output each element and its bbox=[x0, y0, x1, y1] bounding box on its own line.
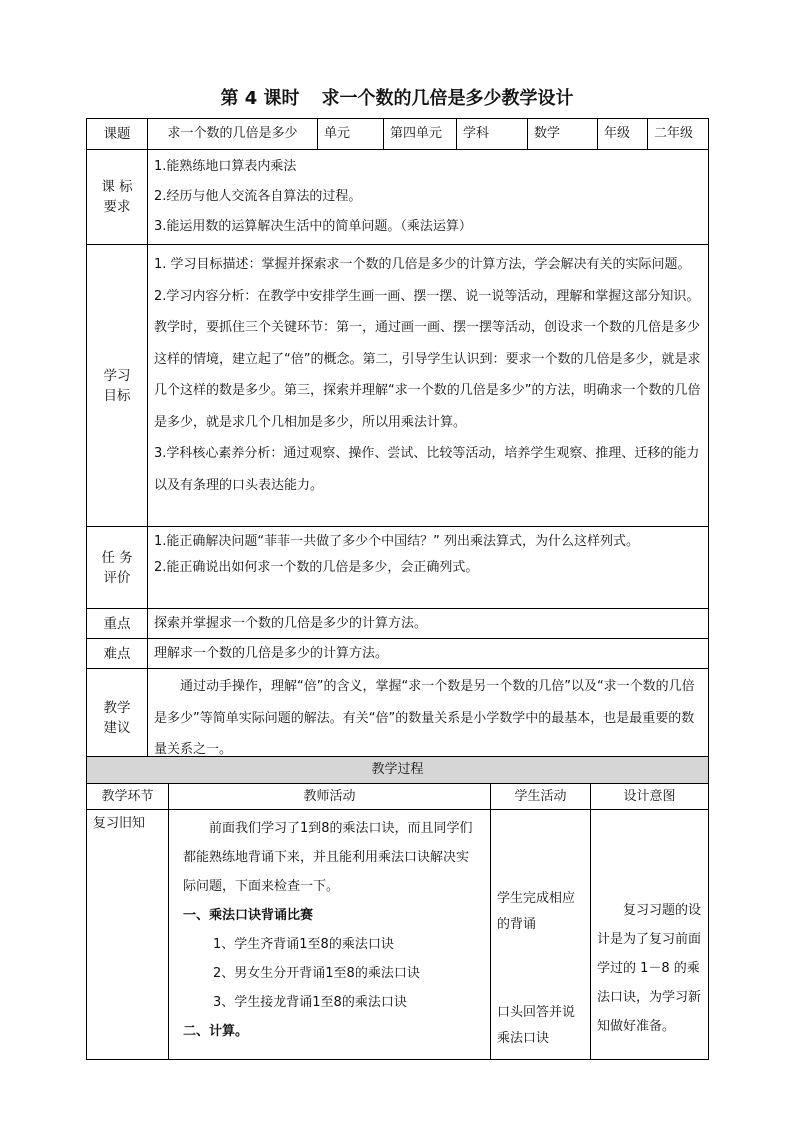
col-teacher: 教师活动 bbox=[169, 784, 491, 810]
standards-label-line1: 课 标 bbox=[101, 179, 133, 195]
suggestion-row bbox=[87, 669, 709, 769]
spacer bbox=[497, 938, 584, 1000]
student-activity-2: 口头回答并说乘法口诀 bbox=[497, 1005, 576, 1046]
student-activity-cell bbox=[491, 810, 591, 1060]
design-intent-text: 复习习题的设计是为了复习前面学过的 1－8 的乘法口诀，为学习新知做好准备。 bbox=[597, 903, 702, 1034]
topic-label: 课题 bbox=[87, 119, 148, 150]
grade-value: 二年级 bbox=[648, 119, 709, 150]
table-row bbox=[87, 810, 709, 1060]
topic-value: 求一个数的几倍是多少 bbox=[148, 119, 318, 150]
spacer bbox=[497, 814, 584, 886]
objective-description: 1. 学习目标描述：掌握并探索求一个数的几倍是多少的计算方法，学会解决有关的实际问题。 bbox=[154, 257, 691, 272]
suggestion-text: 通过动手操作，理解“倍”的含义，掌握“求一个数是另一个数的几倍”以及“求一个数的几倍是多少”等简单实际问题的解法。有关“倍”的数量关系是小学数学中的最基本，也是最重要的数量关系之一。 bbox=[148, 669, 709, 769]
standard-item: 1.能熟练地口算表内乘法 bbox=[154, 159, 297, 174]
difficulty-text: 理解求一个数的几倍是多少的计算方法。 bbox=[148, 639, 709, 669]
difficulty-label: 难点 bbox=[87, 639, 148, 669]
content-analysis: 2.学习内容分析：在教学中安排学生画一画、摆一摆、说一说等活动，理解和掌握这部分知识。教学时，要抓住三个关键环节：第一，通过画一画、摆一摆等活动，创设求一个数的几倍是多少这样的情境，建立起了“倍”的概念。第二，引导学生认识到：要求一个数的几倍是多少，就是求几个这样的数是多少。第三，探索并理解“求一个数的几倍是多少”的方法，明确求一个数的几倍是多少，就是求几个几相加是多少，所以用乘法计算。 bbox=[154, 288, 701, 430]
objectives-content bbox=[148, 245, 709, 527]
standards-label-line2: 要求 bbox=[103, 199, 131, 215]
grade-label: 年级 bbox=[598, 119, 648, 150]
design-intent-cell bbox=[591, 810, 709, 1060]
evaluation-label-line2: 评价 bbox=[103, 569, 131, 586]
evaluation-item: 2.能正确说出如何求一个数的几倍是多少，会正确列式。 bbox=[154, 560, 479, 575]
evaluation-content bbox=[148, 527, 709, 609]
list-item: 1、学生齐背诵1至8的乘法口诀 bbox=[213, 937, 394, 952]
evaluation-row bbox=[87, 527, 709, 609]
standards-row bbox=[87, 150, 709, 245]
student-activity-1: 学生完成相应的背诵 bbox=[497, 891, 576, 932]
col-intent: 设计意图 bbox=[591, 784, 709, 810]
unit-value: 第四单元 bbox=[384, 119, 457, 150]
col-student: 学生活动 bbox=[491, 784, 591, 810]
literacy-analysis: 3.学科核心素养分析：通过观察、操作、尝试、比较等活动，培养学生观察、推理、迁移的能力以及有条理的口头表达能力。 bbox=[154, 446, 700, 493]
subject-label: 学科 bbox=[457, 119, 528, 150]
lesson-number: 第 4 课时 bbox=[220, 88, 300, 109]
standard-item: 3.能运用数的运算解决生活中的简单问题。（乘法运算） bbox=[154, 219, 472, 234]
stage-cell: 复习旧知 bbox=[87, 810, 169, 1060]
objectives-label-line2: 目标 bbox=[103, 387, 131, 404]
teacher-intro: 前面我们学习了1到8的乘法口诀，而且同学们都能熟练地背诵下来，并且能利用乘法口诀解决实际问题，下面来检查一下。 bbox=[183, 821, 473, 894]
suggestion-label bbox=[87, 669, 148, 769]
lesson-name: 求一个数的几倍是多少教学设计 bbox=[321, 88, 574, 109]
evaluation-label bbox=[87, 527, 148, 609]
info-row bbox=[87, 119, 709, 150]
evaluation-label-line1: 任 务 bbox=[101, 549, 133, 566]
standard-item: 2.经历与他人交流各自算法的过程。 bbox=[154, 189, 362, 204]
teaching-process-table bbox=[86, 756, 709, 1060]
list-item: 3、学生接龙背诵1至8的乘法口诀 bbox=[213, 995, 407, 1010]
process-header: 教学过程 bbox=[87, 757, 709, 784]
subject-value: 数学 bbox=[528, 119, 598, 150]
objectives-label bbox=[87, 245, 148, 527]
lesson-info-table bbox=[86, 118, 709, 769]
keypoint-row bbox=[87, 609, 709, 639]
standards-content bbox=[148, 150, 709, 245]
keypoint-text: 探索并掌握求一个数的几倍是多少的计算方法。 bbox=[148, 609, 709, 639]
objectives-label-line1: 学习 bbox=[103, 367, 131, 384]
document-title bbox=[0, 84, 794, 110]
keypoint-label: 重点 bbox=[87, 609, 148, 639]
section-heading: 一、乘法口诀背诵比赛 bbox=[183, 908, 314, 923]
col-stage: 教学环节 bbox=[87, 784, 169, 810]
column-header-row bbox=[87, 784, 709, 810]
objectives-row bbox=[87, 245, 709, 527]
list-item: 2、男女生分开背诵1至8的乘法口诀 bbox=[213, 966, 420, 981]
difficulty-row bbox=[87, 639, 709, 669]
section-heading: 二、计算。 bbox=[183, 1024, 249, 1039]
suggestion-label-line2: 建议 bbox=[103, 720, 131, 737]
standards-label bbox=[87, 150, 148, 245]
teacher-activity-cell bbox=[169, 810, 491, 1060]
suggestion-label-line1: 教学 bbox=[103, 700, 131, 717]
process-header-row bbox=[87, 757, 709, 784]
evaluation-item: 1.能正确解决问题“菲菲一共做了多少个中国结？” 列出乘法算式，为什么这样列式。 bbox=[154, 534, 640, 549]
unit-label: 单元 bbox=[318, 119, 384, 150]
